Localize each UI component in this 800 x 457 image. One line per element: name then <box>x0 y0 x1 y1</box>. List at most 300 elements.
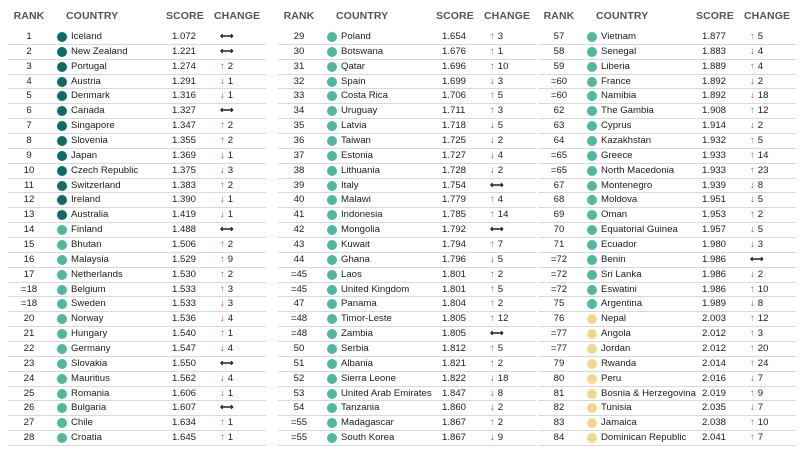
rank-cell: 82 <box>553 402 565 414</box>
table-row <box>8 193 266 208</box>
country-cell: Slovenia <box>71 135 108 147</box>
status-dot-icon <box>587 151 597 161</box>
change-cell <box>750 342 790 356</box>
status-dot-icon <box>587 285 597 295</box>
change-cell <box>750 372 790 386</box>
country-cell: North Macedonia <box>601 164 675 176</box>
country-cell: Poland <box>341 31 371 42</box>
rank-cell: 43 <box>293 239 305 251</box>
change-value: 5 <box>757 31 764 42</box>
status-dot-icon <box>327 151 337 161</box>
change-value: 2 <box>497 164 504 176</box>
score-cell: 1.728 <box>442 164 467 176</box>
score-cell: 1.718 <box>442 120 467 132</box>
status-dot-icon <box>587 359 597 369</box>
arrow-up-icon: ↑ <box>220 268 225 280</box>
status-dot-icon <box>57 136 67 146</box>
score-cell: 2.019 <box>702 387 727 399</box>
change-value: 1 <box>227 387 234 399</box>
arrow-up-icon: ↑ <box>750 343 755 355</box>
change-value: 2 <box>497 357 504 369</box>
change-cell <box>220 149 260 163</box>
column-header <box>8 0 266 30</box>
status-dot-icon <box>327 47 337 57</box>
rank-cell: 30 <box>293 45 305 57</box>
status-dot-icon <box>327 225 337 235</box>
country-cell: Senegal <box>601 45 637 57</box>
country-cell: Iceland <box>71 31 102 42</box>
rank-cell: 14 <box>23 224 35 236</box>
score-cell: 1.390 <box>172 194 197 206</box>
score-cell: 1.892 <box>702 75 727 87</box>
score-cell: 1.989 <box>702 298 727 310</box>
country-cell: New Zealand <box>71 45 128 57</box>
country-cell: Zambia <box>341 328 373 340</box>
status-dot-icon <box>587 210 597 220</box>
score-cell: 1.908 <box>702 105 727 117</box>
table-row <box>8 372 266 387</box>
status-dot-icon <box>327 136 337 146</box>
change-cell <box>490 45 530 59</box>
arrow-up-icon: ↑ <box>220 179 225 191</box>
table-row <box>538 416 796 431</box>
change-value: 14 <box>757 149 769 161</box>
table-row <box>278 119 536 134</box>
rank-cell: 21 <box>23 328 35 340</box>
rank-cell: 16 <box>23 253 35 265</box>
table-row <box>8 342 266 357</box>
rank-cell: 68 <box>553 194 565 206</box>
country-cell: Jordan <box>601 343 631 355</box>
rank-cell: 51 <box>293 357 305 369</box>
status-dot-icon <box>327 418 337 428</box>
rank-cell: 57 <box>553 31 565 42</box>
change-value: 12 <box>757 105 769 117</box>
table-row <box>8 297 266 312</box>
rank-cell: 35 <box>293 120 305 132</box>
score-cell: 1.980 <box>702 239 727 251</box>
no-change-icon: ⟷ <box>220 45 234 57</box>
arrow-down-icon: ↓ <box>220 209 225 221</box>
change-cell <box>220 431 260 445</box>
country-cell: Nepal <box>601 313 627 325</box>
change-cell <box>750 431 790 445</box>
table-row <box>538 387 796 402</box>
table-row <box>8 179 266 194</box>
arrow-down-icon: ↓ <box>750 45 755 57</box>
arrow-up-icon: ↑ <box>750 313 755 325</box>
rank-cell: =18 <box>20 298 38 310</box>
country-cell: Portugal <box>71 60 107 72</box>
table-row <box>278 268 536 283</box>
arrow-up-icon: ↑ <box>490 60 495 72</box>
arrow-down-icon: ↓ <box>220 298 225 310</box>
rank-cell: 59 <box>553 60 565 72</box>
arrow-up-icon: ↑ <box>750 387 755 399</box>
table-row <box>538 208 796 223</box>
change-value: 4 <box>497 149 504 161</box>
country-cell: Japan <box>71 149 98 161</box>
change-cell <box>750 193 790 207</box>
arrow-up-icon: ↑ <box>220 328 225 340</box>
score-cell: 1.654 <box>442 31 467 42</box>
score-cell: 1.529 <box>172 253 197 265</box>
change-cell <box>750 357 790 371</box>
arrow-down-icon: ↓ <box>750 75 755 87</box>
arrow-down-icon: ↓ <box>490 75 495 87</box>
score-cell: 1.892 <box>702 90 727 102</box>
rank-cell: 28 <box>23 432 35 444</box>
change-value: 9 <box>497 432 504 444</box>
table-row <box>278 45 536 60</box>
country-cell: Mongolia <box>341 224 380 236</box>
table-row <box>8 312 266 327</box>
score-cell: 1.540 <box>172 328 197 340</box>
status-dot-icon <box>57 433 67 443</box>
column-header <box>278 0 536 30</box>
arrow-up-icon: ↑ <box>490 90 495 102</box>
rank-cell: =77 <box>550 343 568 355</box>
arrow-up-icon: ↑ <box>220 60 225 72</box>
country-cell: Sri Lanka <box>601 268 642 280</box>
change-cell <box>750 45 790 59</box>
table-row <box>278 357 536 372</box>
rank-cell: 13 <box>23 209 35 221</box>
change-value: 7 <box>757 372 764 384</box>
arrow-down-icon: ↓ <box>490 149 495 161</box>
change-cell <box>490 193 530 207</box>
rank-header: RANK <box>283 10 315 22</box>
country-cell: Taiwan <box>341 135 371 147</box>
country-cell: Timor-Leste <box>341 313 392 325</box>
change-cell <box>490 89 530 103</box>
status-dot-icon <box>327 299 337 309</box>
table-row <box>538 253 796 268</box>
change-cell <box>490 372 530 386</box>
rank-cell: 31 <box>293 60 305 72</box>
arrow-down-icon: ↓ <box>220 194 225 206</box>
arrow-up-icon: ↑ <box>490 31 495 42</box>
status-dot-icon <box>57 374 67 384</box>
change-cell <box>750 134 790 148</box>
country-cell: Argentina <box>601 298 643 310</box>
score-cell: 1.607 <box>172 402 197 414</box>
score-cell: 1.725 <box>442 135 467 147</box>
change-value: 20 <box>757 343 769 355</box>
arrow-up-icon: ↑ <box>750 283 755 295</box>
country-cell: United Arab Emirates <box>341 387 432 399</box>
arrow-up-icon: ↑ <box>490 417 495 429</box>
score-cell: 1.933 <box>702 164 727 176</box>
no-change-icon: ⟷ <box>220 357 234 369</box>
table-row <box>8 89 266 104</box>
arrow-up-icon: ↑ <box>490 268 495 280</box>
score-cell: 1.932 <box>702 135 727 147</box>
rank-cell: 3 <box>26 60 32 72</box>
change-value: 4 <box>227 343 234 355</box>
country-cell: Canada <box>71 105 105 117</box>
country-cell: Botswana <box>341 45 384 57</box>
score-cell: 2.003 <box>702 313 727 325</box>
arrow-up-icon: ↑ <box>220 417 225 429</box>
rank-cell: 52 <box>293 372 305 384</box>
change-value: 3 <box>757 328 764 340</box>
arrow-down-icon: ↓ <box>490 432 495 444</box>
arrow-up-icon: ↑ <box>490 45 495 57</box>
score-cell: 1.550 <box>172 357 197 369</box>
change-value: 1 <box>227 149 234 161</box>
status-dot-icon <box>587 403 597 413</box>
table-row <box>278 327 536 342</box>
change-value: 5 <box>497 283 504 295</box>
country-cell: Uruguay <box>341 105 378 117</box>
status-dot-icon <box>587 344 597 354</box>
arrow-up-icon: ↑ <box>490 194 495 206</box>
status-dot-icon <box>57 299 67 309</box>
table-column-2 <box>278 0 536 457</box>
change-cell <box>750 268 790 282</box>
score-cell: 1.369 <box>172 149 197 161</box>
status-dot-icon <box>57 91 67 101</box>
country-cell: Ireland <box>71 194 101 206</box>
arrow-up-icon: ↑ <box>220 432 225 444</box>
score-cell: 1.530 <box>172 268 197 280</box>
status-dot-icon <box>327 344 337 354</box>
rank-cell: 53 <box>293 387 305 399</box>
status-dot-icon <box>587 225 597 235</box>
change-cell <box>490 297 530 311</box>
status-dot-icon <box>587 329 597 339</box>
arrow-up-icon: ↑ <box>490 239 495 251</box>
status-dot-icon <box>57 121 67 131</box>
score-cell: 1.867 <box>442 417 467 429</box>
score-header: SCORE <box>696 10 734 22</box>
arrow-up-icon: ↑ <box>220 120 225 132</box>
status-dot-icon <box>327 270 337 280</box>
status-dot-icon <box>57 195 67 205</box>
table-row <box>278 283 536 298</box>
rank-cell: 50 <box>293 343 305 355</box>
arrow-up-icon: ↑ <box>220 253 225 265</box>
table-row <box>538 431 796 446</box>
table-row <box>538 89 796 104</box>
rank-cell: 40 <box>293 194 305 206</box>
status-dot-icon <box>587 389 597 399</box>
change-value: 18 <box>497 372 509 384</box>
score-cell: 1.801 <box>442 283 467 295</box>
table-row <box>278 149 536 164</box>
change-cell <box>750 223 790 237</box>
country-cell: Malaysia <box>71 253 109 265</box>
score-cell: 2.012 <box>702 328 727 340</box>
rank-cell: =77 <box>550 328 568 340</box>
status-dot-icon <box>57 359 67 369</box>
change-value: 24 <box>757 357 769 369</box>
score-cell: 1.706 <box>442 90 467 102</box>
rank-cell: 36 <box>293 135 305 147</box>
arrow-up-icon: ↑ <box>490 209 495 221</box>
score-cell: 1.796 <box>442 253 467 265</box>
score-cell: 1.933 <box>702 149 727 161</box>
score-cell: 1.699 <box>442 75 467 87</box>
country-cell: France <box>601 75 631 87</box>
status-dot-icon <box>327 32 337 42</box>
country-cell: Mauritius <box>71 372 110 384</box>
change-header: CHANGE <box>744 10 791 22</box>
score-header: SCORE <box>436 10 474 22</box>
table-row <box>278 179 536 194</box>
rank-cell: 54 <box>293 402 305 414</box>
country-cell: Kazakhstan <box>601 135 652 147</box>
change-value: 2 <box>757 75 764 87</box>
table-row <box>538 119 796 134</box>
status-dot-icon <box>587 91 597 101</box>
change-value: 7 <box>497 239 504 251</box>
status-dot-icon <box>587 255 597 265</box>
change-cell <box>220 134 260 148</box>
table-row <box>538 60 796 75</box>
country-cell: Liberia <box>601 60 630 72</box>
change-value: 5 <box>497 120 504 132</box>
country-cell: Hungary <box>71 328 108 340</box>
arrow-down-icon: ↓ <box>220 372 225 384</box>
status-dot-icon <box>57 47 67 57</box>
arrow-up-icon: ↑ <box>490 357 495 369</box>
country-cell: Indonesia <box>341 209 383 221</box>
change-value: 2 <box>497 268 504 280</box>
no-change-icon: ⟷ <box>220 224 234 236</box>
change-cell <box>750 208 790 222</box>
country-cell: Qatar <box>341 60 365 72</box>
table-row <box>538 179 796 194</box>
change-cell <box>220 104 260 118</box>
status-dot-icon <box>587 314 597 324</box>
score-cell: 1.375 <box>172 164 197 176</box>
arrow-up-icon: ↑ <box>750 357 755 369</box>
arrow-down-icon: ↓ <box>490 253 495 265</box>
status-dot-icon <box>57 285 67 295</box>
table-row <box>278 416 536 431</box>
rank-cell: 25 <box>23 387 35 399</box>
score-cell: 1.072 <box>172 31 197 42</box>
rank-cell: =45 <box>290 283 308 295</box>
change-cell <box>750 401 790 415</box>
score-cell: 1.676 <box>442 45 467 57</box>
change-cell <box>750 164 790 178</box>
change-cell <box>220 297 260 311</box>
rank-cell: 29 <box>293 31 305 42</box>
rank-cell: 84 <box>553 432 565 444</box>
score-cell: 1.355 <box>172 135 197 147</box>
status-dot-icon <box>587 77 597 87</box>
score-cell: 1.533 <box>172 298 197 310</box>
table-column-3 <box>538 0 796 457</box>
country-cell: Spain <box>341 75 366 87</box>
table-row <box>278 372 536 387</box>
rank-cell: 69 <box>553 209 565 221</box>
change-cell <box>220 401 260 415</box>
rank-cell: 39 <box>293 179 305 191</box>
change-value: 3 <box>497 105 504 117</box>
table-row <box>538 193 796 208</box>
country-cell: Denmark <box>71 90 110 102</box>
score-cell: 1.316 <box>172 90 197 102</box>
arrow-down-icon: ↓ <box>490 387 495 399</box>
country-cell: Costa Rica <box>341 90 388 102</box>
country-cell: Ecuador <box>601 239 637 251</box>
change-cell <box>490 75 530 89</box>
status-dot-icon <box>327 433 337 443</box>
no-change-icon: ⟷ <box>750 253 764 265</box>
country-cell: Serbia <box>341 343 369 355</box>
country-cell: Angola <box>601 328 631 340</box>
score-cell: 1.696 <box>442 60 467 72</box>
rank-cell: 81 <box>553 387 565 399</box>
arrow-up-icon: ↑ <box>750 149 755 161</box>
change-cell <box>750 416 790 430</box>
change-cell <box>220 312 260 326</box>
score-cell: 1.794 <box>442 239 467 251</box>
score-cell: 1.939 <box>702 179 727 191</box>
rank-cell: 37 <box>293 149 305 161</box>
change-value: 14 <box>497 209 509 221</box>
status-dot-icon <box>327 62 337 72</box>
arrow-down-icon: ↓ <box>750 90 755 102</box>
score-cell: 1.419 <box>172 209 197 221</box>
score-cell: 1.754 <box>442 179 467 191</box>
status-dot-icon <box>327 210 337 220</box>
country-cell: Netherlands <box>71 268 123 280</box>
country-cell: Chile <box>71 417 93 429</box>
score-cell: 1.867 <box>442 432 467 444</box>
table-row <box>278 297 536 312</box>
rank-cell: 38 <box>293 164 305 176</box>
change-value: 5 <box>497 253 504 265</box>
change-value: 8 <box>757 298 764 310</box>
change-value: 9 <box>227 253 234 265</box>
table-row <box>538 149 796 164</box>
change-cell <box>490 149 530 163</box>
table-row <box>8 45 266 60</box>
score-cell: 1.986 <box>702 268 727 280</box>
change-value: 3 <box>227 283 234 295</box>
rank-cell: 42 <box>293 224 305 236</box>
country-header: COUNTRY <box>66 10 119 22</box>
change-value: 2 <box>757 268 764 280</box>
table-row <box>8 60 266 75</box>
change-value: 8 <box>497 387 504 399</box>
status-dot-icon <box>587 195 597 205</box>
change-cell <box>750 179 790 193</box>
no-change-icon: ⟷ <box>220 31 234 42</box>
country-cell: Tanzania <box>341 402 380 414</box>
arrow-up-icon: ↑ <box>750 105 755 117</box>
change-cell <box>220 30 260 44</box>
score-cell: 1.889 <box>702 60 727 72</box>
change-cell <box>490 401 530 415</box>
table-row <box>8 164 266 179</box>
score-cell: 1.506 <box>172 239 197 251</box>
change-cell <box>220 45 260 59</box>
status-dot-icon <box>57 62 67 72</box>
change-cell <box>220 119 260 133</box>
country-cell: Equatorial Guinea <box>601 224 678 236</box>
score-cell: 1.634 <box>172 417 197 429</box>
table-row <box>8 283 266 298</box>
table-row <box>8 223 266 238</box>
rank-cell: =48 <box>290 313 308 325</box>
score-cell: 1.847 <box>442 387 467 399</box>
